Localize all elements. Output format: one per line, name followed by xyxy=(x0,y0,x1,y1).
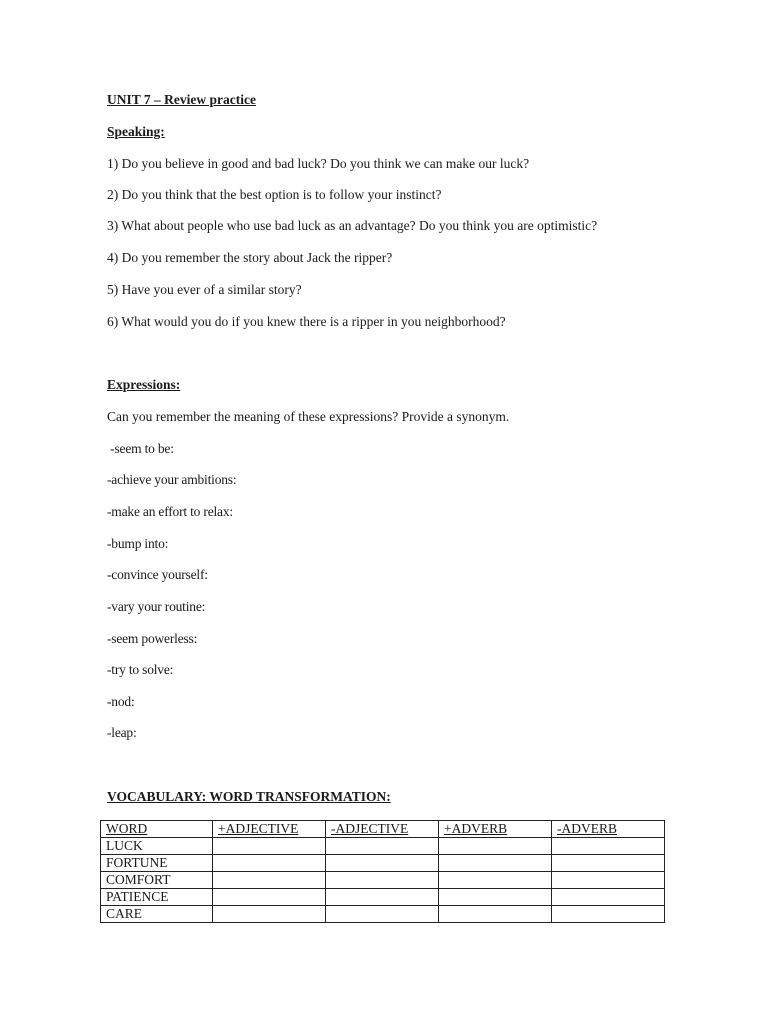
answer-cell[interactable] xyxy=(213,855,326,872)
answer-cell[interactable] xyxy=(213,889,326,906)
speaking-question-2: 2) Do you think that the best option is to follow your instinct? xyxy=(107,187,442,202)
word-cell: CARE xyxy=(101,906,213,923)
answer-cell[interactable] xyxy=(213,906,326,923)
expression-item: -seem powerless: xyxy=(107,631,198,646)
expressions-instruction: Can you remember the meaning of these expressions? Provide a synonym. xyxy=(107,409,510,424)
table-header-row xyxy=(101,821,665,838)
column-header-word: WORD xyxy=(101,821,213,838)
word-cell: PATIENCE xyxy=(101,889,213,906)
table-row xyxy=(101,838,665,855)
answer-cell[interactable] xyxy=(326,906,439,923)
table-row xyxy=(101,906,665,923)
answer-cell[interactable] xyxy=(213,872,326,889)
answer-cell[interactable] xyxy=(326,889,439,906)
speaking-question-6: 6) What would you do if you knew there is a ripper in you neighborhood? xyxy=(107,314,506,329)
expression-item: -seem to be: xyxy=(107,441,174,456)
answer-cell[interactable] xyxy=(326,838,439,855)
expression-item: -try to solve: xyxy=(107,662,174,677)
expression-item: -nod: xyxy=(107,694,135,709)
expressions-heading: Expressions: xyxy=(107,377,181,392)
speaking-heading: Speaking: xyxy=(107,124,165,139)
expression-item: -make an effort to relax: xyxy=(107,504,233,519)
unit-title: UNIT 7 – Review practice xyxy=(107,92,256,107)
word-cell: LUCK xyxy=(101,838,213,855)
answer-cell[interactable] xyxy=(552,855,665,872)
answer-cell[interactable] xyxy=(439,872,552,889)
answer-cell[interactable] xyxy=(552,889,665,906)
answer-cell[interactable] xyxy=(439,889,552,906)
word-cell: COMFORT xyxy=(101,872,213,889)
column-header-minus-adverb: -ADVERB xyxy=(552,821,665,838)
table-row xyxy=(101,889,665,906)
expression-item: -convince yourself: xyxy=(107,567,208,582)
answer-cell[interactable] xyxy=(439,855,552,872)
speaking-question-5: 5) Have you ever of a similar story? xyxy=(107,282,302,297)
speaking-question-3: 3) What about people who use bad luck as an advantage? Do you think you are optimistic? xyxy=(107,218,598,233)
table-row xyxy=(101,855,665,872)
expression-item: -leap: xyxy=(107,725,137,740)
speaking-question-4: 4) Do you remember the story about Jack the ripper? xyxy=(107,250,393,265)
expression-item: -bump into: xyxy=(107,536,169,551)
word-cell: FORTUNE xyxy=(101,855,213,872)
column-header-plus-adverb: +ADVERB xyxy=(439,821,552,838)
answer-cell[interactable] xyxy=(439,838,552,855)
column-header-minus-adjective: -ADJECTIVE xyxy=(326,821,439,838)
answer-cell[interactable] xyxy=(439,906,552,923)
answer-cell[interactable] xyxy=(552,872,665,889)
word-transformation-table xyxy=(100,820,665,923)
column-header-plus-adjective: +ADJECTIVE xyxy=(213,821,326,838)
table-row xyxy=(101,872,665,889)
vocabulary-heading: VOCABULARY: WORD TRANSFORMATION: xyxy=(107,789,391,804)
speaking-question-1: 1) Do you believe in good and bad luck? Do you think we can make our luck? xyxy=(107,156,530,171)
expression-item: -vary your routine: xyxy=(107,599,206,614)
answer-cell[interactable] xyxy=(552,838,665,855)
answer-cell[interactable] xyxy=(213,838,326,855)
answer-cell[interactable] xyxy=(326,872,439,889)
answer-cell[interactable] xyxy=(326,855,439,872)
expression-item: -achieve your ambitions: xyxy=(107,472,237,487)
answer-cell[interactable] xyxy=(552,906,665,923)
